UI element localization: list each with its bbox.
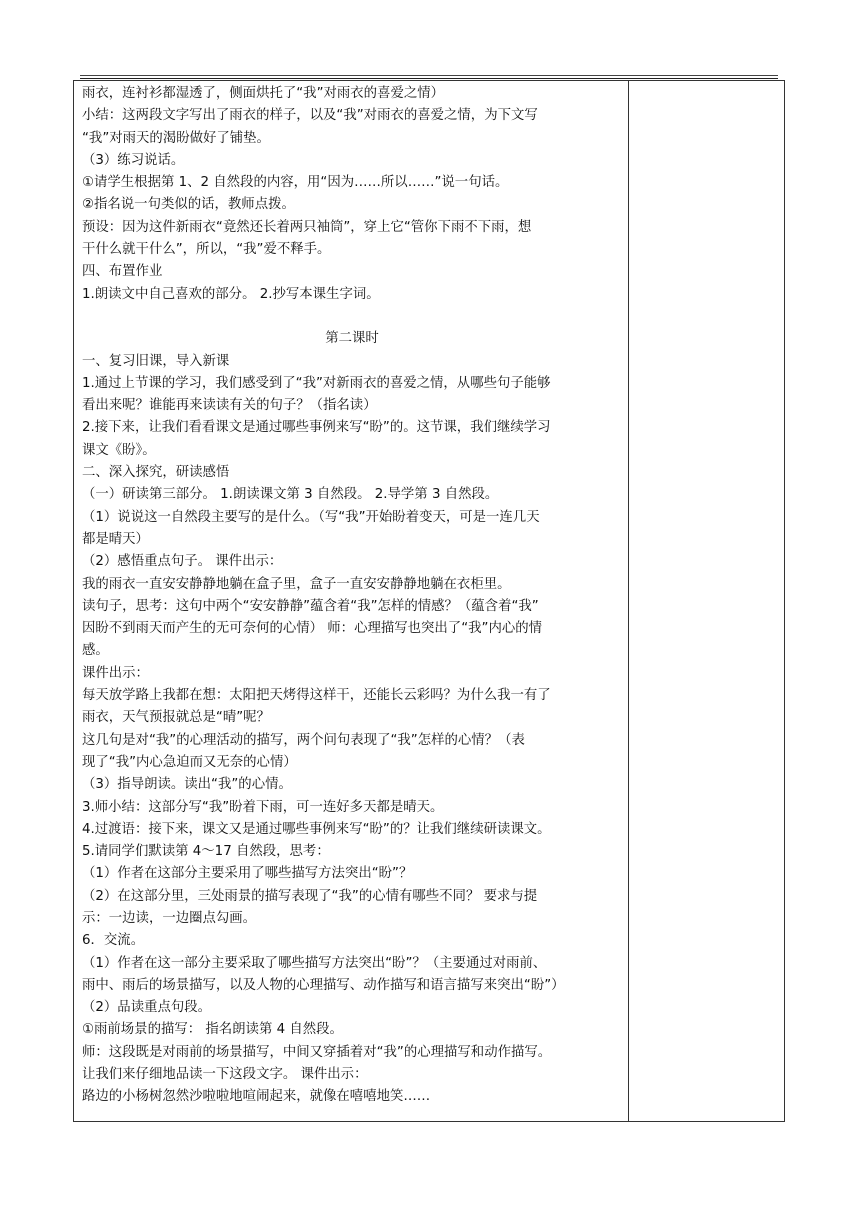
text-line: （1）作者在这部分主要采用了哪些描写方法突出“盼”？ <box>82 866 413 882</box>
text-line: 看出来呢？谁能再来读读有关的句子？（指名读） <box>82 398 377 414</box>
section-heading: 第二课时 <box>325 331 379 347</box>
text-line: （2）在这部分里，三处雨景的描写表现了“我”的心情有哪些不同？ 要求与提 <box>82 888 538 904</box>
text-line: 2.接下来，让我们看看课文是通过哪些事例来写“盼”的。这节课，我们继续学习 <box>82 420 551 436</box>
text-line: 二、深入探究，研读感悟 <box>82 465 230 481</box>
column-divider <box>628 81 629 1121</box>
text-line: 4.过渡语：接下来，课文又是通过哪些事例来写“盼”的？让我们继续研读课文。 <box>82 821 551 837</box>
text-line: 因盼不到雨天而产生的无可奈何的心情） 师：心理描写也突出了“我”内心的情 <box>82 621 543 637</box>
text-line: 雨衣，天气预报就总是“晴”呢？ <box>82 710 270 726</box>
text-line: （2）感悟重点句子。 课件出示： <box>82 554 283 570</box>
text-line: 四、布置作业 <box>82 264 163 280</box>
text-line: “我”对雨天的渴盼做好了铺垫。 <box>82 130 270 146</box>
text-line: （3）练习说话。 <box>82 152 185 168</box>
text-line: 课件出示： <box>82 665 149 681</box>
text-line: 3.师小结：这部分写“我”盼着下雨，可一连好多天都是晴天。 <box>82 799 444 815</box>
text-line: 6．交流。 <box>82 933 145 949</box>
text-line: 1.通过上节课的学习，我们感受到了“我”对新雨衣的喜爱之情，从哪些句子能够 <box>82 375 551 391</box>
text-line: ①雨前场景的描写： 指名朗读第 4 自然段。 <box>82 1022 343 1038</box>
text-line: ②指名说一句类似的话，教师点拨。 <box>82 197 295 213</box>
text-line: 这几句是对“我”的心理活动的描写，两个问句表现了“我”怎样的心情？（表 <box>82 732 525 748</box>
text-line: 雨中、雨后的场景描写，以及人物的心理描写、动作描写和语言描写来突出“盼”） <box>82 977 565 993</box>
text-line: 干什么就干什么”，所以，“我”爱不释手。 <box>82 242 331 258</box>
text-line: 5.请同学们默读第 4～17 自然段，思考： <box>82 844 330 860</box>
text-line: 一、复习旧课，导入新课 <box>82 353 230 369</box>
text-line: （2）品读重点句段。 <box>82 1000 212 1016</box>
text-line: （1）说说这一自然段主要写的是什么。（写“我”开始盼着变天，可是一连几天 <box>82 509 540 525</box>
text-line: 课文《盼》。 <box>82 442 156 458</box>
text-line <box>82 306 622 328</box>
header-rule-bold <box>80 78 778 79</box>
text-line: 每天放学路上我都在想：太阳把天烤得这样干，还能长云彩吗？为什么我一有了 <box>82 688 551 704</box>
header-rule <box>80 75 778 76</box>
text-line: 我的雨衣一直安安静静地躺在盒子里，盒子一直安安静静地躺在衣柜里。 <box>82 576 511 592</box>
text-line: （一）研读第三部分。 1.朗读课文第 3 自然段。 2.导学第 3 自然段。 <box>82 487 499 503</box>
text-line: 1.朗读文中自己喜欢的部分。 2.抄写本课生字词。 <box>82 286 380 302</box>
text-line: 雨衣，连衬衫都湿透了，侧面烘托了“我”对雨衣的喜爱之情） <box>82 86 445 101</box>
text-line: （1）作者在这一部分主要采取了哪些描写方法突出“盼”？（主要通过对雨前、 <box>82 955 547 971</box>
text-line: 感。 <box>82 643 109 659</box>
lesson-content-cell <box>82 83 622 1109</box>
text-line: 现了“我”内心急迫而又无奈的心情） <box>82 754 297 770</box>
lesson-plan-table <box>73 80 785 1122</box>
text-line: 让我们来仔细地品读一下这段文字。 课件出示： <box>82 1067 368 1083</box>
text-line: （3）指导朗读。读出“我”的心情。 <box>82 777 292 793</box>
text-line: 预设：因为这件新雨衣“竟然还长着两只袖筒”，穿上它“管你下雨不下雨，想 <box>82 219 532 235</box>
text-line: 师：这段既是对雨前的场景描写，中间又穿插着对“我”的心理描写和动作描写。 <box>82 1044 552 1060</box>
text-line: ①请学生根据第 1、2 自然段的内容，用“因为……所以……”说一句话。 <box>82 175 509 191</box>
text-line: 小结：这两段文字写出了雨衣的样子，以及“我”对雨衣的喜爱之情，为下文写 <box>82 108 538 124</box>
text-line: 都是晴天） <box>82 531 149 547</box>
text-line: 路边的小杨树忽然沙啦啦地喧闹起来，就像在嘻嘻地笑…… <box>82 1089 431 1105</box>
text-line: 读句子，思考：这句中两个“安安静静”蕴含着“我”怎样的情感？（蕴含着“我” <box>82 598 539 614</box>
text-line: 示：一边读，一边圈点勾画。 <box>82 910 257 926</box>
